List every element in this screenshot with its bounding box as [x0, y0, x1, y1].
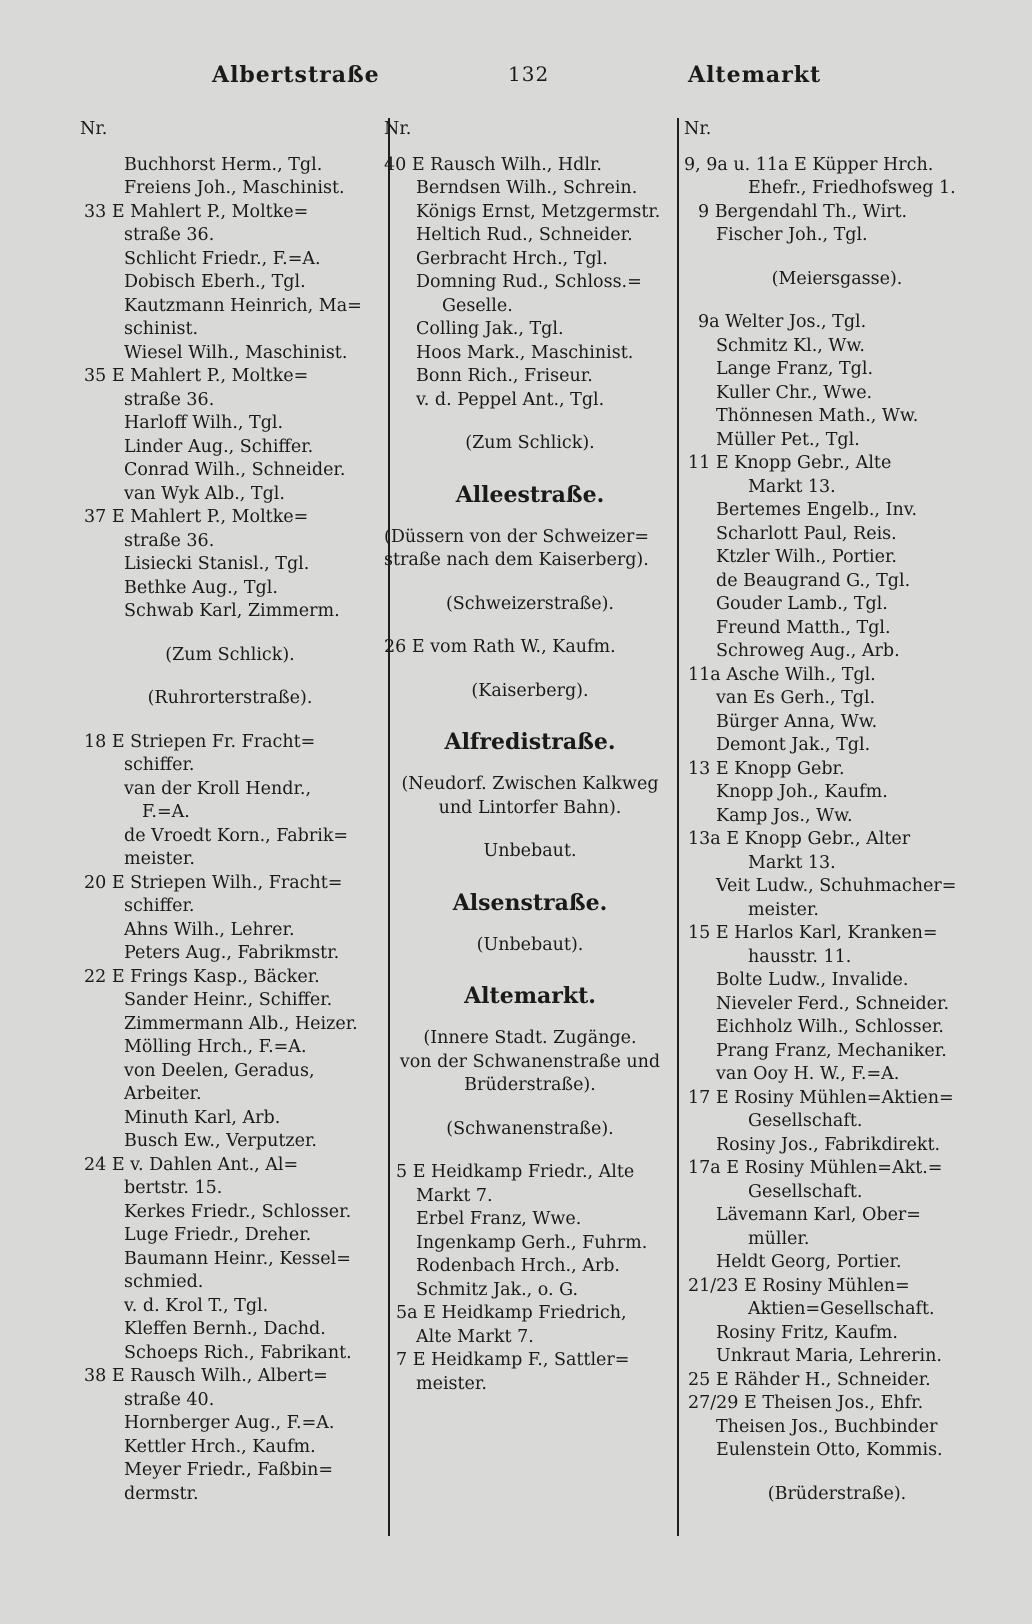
- list-item: 18 E Striepen Fr. Fracht=: [84, 731, 316, 752]
- list-item: Knopp Joh., Kaufm.: [716, 782, 888, 802]
- list-item: 5 E Heidkamp Friedr., Alte: [396, 1162, 635, 1182]
- street-section: (Brüderstraße).: [767, 1483, 907, 1504]
- list-item: Unkraut Maria, Lehrerin.: [716, 1346, 942, 1366]
- page-header: [0, 62, 1032, 102]
- list-item: 27/29 E Theisen Jos., Ehfr.: [688, 1393, 924, 1413]
- list-item: Peters Aug., Fabrikmstr.: [124, 943, 340, 963]
- street-section: (Zum Schlick).: [165, 644, 295, 665]
- list-item: 40 E Rausch Wilh., Hdlr.: [384, 154, 602, 175]
- column-1: [80, 118, 380, 1506]
- list-item: Arbeiter.: [124, 1084, 202, 1104]
- list-item: schmied.: [124, 1272, 204, 1292]
- list-item: von Deelen, Geradus,: [124, 1060, 315, 1081]
- list-item: Freiens Joh., Maschinist.: [124, 178, 345, 198]
- list-item: 17 E Rosiny Mühlen=Aktien=: [688, 1087, 954, 1108]
- list-item: Ehefr., Friedhofsweg 1.: [748, 178, 956, 198]
- list-item: Rosiny Fritz, Kaufm.: [716, 1322, 898, 1343]
- street-description: und Lintorfer Bahn).: [438, 797, 622, 818]
- list-item: 13a E Knopp Gebr., Alter: [688, 829, 911, 849]
- list-item: meister.: [416, 1373, 487, 1394]
- list-item: Hoos Mark., Maschinist.: [416, 342, 634, 363]
- list-item: Ahns Wilh., Lehrer.: [124, 919, 295, 940]
- street-note: (Unbebaut).: [476, 934, 584, 955]
- list-item: Rodenbach Hrch., Arb.: [416, 1256, 620, 1276]
- list-item: Bertemes Engelb., Inv.: [716, 500, 918, 520]
- list-item: Kautzmann Heinrich, Ma=: [124, 295, 362, 316]
- list-item: de Vroedt Korn., Fabrik=: [124, 825, 349, 846]
- list-item: Hornberger Aug., F.=A.: [124, 1413, 335, 1433]
- list-item: van der Kroll Hendr.,: [124, 778, 312, 799]
- list-item: 9a Welter Jos., Tgl.: [698, 312, 867, 332]
- list-item: de Beaugrand G., Tgl.: [716, 570, 911, 591]
- list-item: Sander Heinr., Schiffer.: [124, 990, 333, 1010]
- list-item: straße 40.: [124, 1389, 215, 1410]
- list-item: v. d. Peppel Ant., Tgl.: [416, 389, 605, 410]
- list-item: Gouder Lamb., Tgl.: [716, 594, 888, 614]
- street-section: (Kaiserberg).: [471, 680, 589, 701]
- list-item: van Es Gerh., Tgl.: [716, 688, 876, 708]
- list-item: Müller Pet., Tgl.: [716, 429, 860, 450]
- list-item: Lävemann Karl, Ober=: [716, 1205, 921, 1225]
- list-item: Erbel Franz, Wwe.: [416, 1209, 582, 1229]
- list-item: Berndsen Wilh., Schrein.: [416, 178, 638, 198]
- column-divider: [677, 118, 679, 1536]
- street-description: (Neudorf. Zwischen Kalkweg: [401, 774, 659, 794]
- list-item: 17a E Rosiny Mühlen=Akt.=: [688, 1158, 943, 1178]
- list-item: Lange Franz, Tgl.: [716, 359, 874, 379]
- list-item: Kettler Hrch., Kaufm.: [124, 1436, 316, 1457]
- column-label: Nr.: [384, 119, 412, 139]
- list-item: Thönnesen Math., Ww.: [716, 406, 919, 426]
- list-item: Kamp Jos., Ww.: [716, 805, 853, 826]
- list-item: straße 36.: [124, 225, 215, 245]
- street-section: (Schwanenstraße).: [446, 1118, 614, 1139]
- street-description: (Düssern von der Schweizer=: [384, 526, 649, 547]
- list-item: Schmitz Kl., Ww.: [716, 335, 865, 356]
- list-item: F.=A.: [142, 802, 190, 822]
- list-item: Schlicht Friedr., F.=A.: [124, 248, 321, 269]
- list-item: 24 E v. Dahlen Ant., Al=: [84, 1154, 299, 1175]
- list-item: Geselle.: [442, 295, 513, 316]
- list-item: Minuth Karl, Arb.: [124, 1107, 281, 1128]
- list-item: 11a Asche Wilh., Tgl.: [688, 664, 876, 685]
- list-item: Wiesel Wilh., Maschinist.: [124, 342, 348, 363]
- list-item: Lisiecki Stanisl., Tgl.: [124, 554, 310, 574]
- list-item: Bethke Aug., Tgl.: [124, 577, 278, 598]
- list-item: Freund Matth., Tgl.: [716, 617, 891, 638]
- list-item: Ingenkamp Gerh., Fuhrm.: [416, 1232, 648, 1253]
- street-description: (Innere Stadt. Zugänge.: [423, 1028, 637, 1048]
- list-item: Demont Jak., Tgl.: [716, 735, 871, 755]
- list-item: Eulenstein Otto, Kommis.: [716, 1440, 943, 1460]
- list-item: Markt 13.: [748, 852, 836, 873]
- list-item: 38 E Rausch Wilh., Albert=: [84, 1366, 328, 1386]
- list-item: Königs Ernst, Metzgermstr.: [416, 201, 661, 222]
- list-item: 11 E Knopp Gebr., Alte: [688, 453, 892, 473]
- street-description: von der Schwanenstraße und: [399, 1051, 661, 1072]
- list-item: Heltich Rud., Schneider.: [416, 225, 633, 245]
- column-label: Nr.: [80, 119, 108, 139]
- list-item: 5a E Heidkamp Friedrich,: [396, 1303, 627, 1323]
- list-item: Schoeps Rich., Fabrikant.: [124, 1342, 352, 1363]
- list-item: Colling Jak., Tgl.: [416, 319, 564, 339]
- list-item: Rosiny Jos., Fabrikdirekt.: [716, 1134, 941, 1155]
- list-item: hausstr. 11.: [748, 946, 852, 967]
- street-section: (Ruhrorterstraße).: [147, 688, 313, 708]
- list-item: 9, 9a u. 11a E Küpper Hrch.: [684, 154, 934, 175]
- list-item: Theisen Jos., Buchbinder: [716, 1416, 938, 1437]
- street-section: (Meiersgasse).: [771, 268, 903, 289]
- list-item: straße 36.: [124, 389, 215, 410]
- list-item: Bürger Anna, Ww.: [716, 711, 878, 732]
- list-item: van Wyk Alb., Tgl.: [124, 483, 285, 504]
- list-item: Bolte Ludw., Invalide.: [716, 970, 909, 990]
- street-heading: Alleestraße.: [455, 481, 605, 508]
- list-item: 22 E Frings Kasp., Bäcker.: [84, 966, 320, 987]
- list-item: 13 E Knopp Gebr.: [688, 758, 845, 779]
- column-label: Nr.: [684, 119, 712, 139]
- list-item: Conrad Wilh., Schneider.: [124, 460, 346, 480]
- page-number: 132: [508, 62, 550, 86]
- list-item: Gesellschaft.: [748, 1111, 863, 1131]
- street-note: Unbebaut.: [483, 841, 577, 861]
- list-item: 21/23 E Rosiny Mühlen=: [688, 1275, 910, 1296]
- column-3: [684, 118, 990, 1506]
- list-item: Gerbracht Hrch., Tgl.: [416, 248, 608, 269]
- list-item: 25 E Rähder H., Schneider.: [688, 1369, 931, 1390]
- list-item: 7 E Heidkamp F., Sattler=: [396, 1350, 630, 1370]
- list-item: 20 E Striepen Wilh., Fracht=: [84, 872, 343, 893]
- list-item: Prang Franz, Mechaniker.: [716, 1040, 947, 1061]
- list-item: dermstr.: [124, 1483, 199, 1504]
- list-item: Dobisch Eberh., Tgl.: [124, 272, 306, 292]
- street-description: Brüderstraße).: [464, 1075, 596, 1095]
- list-item: schiffer.: [124, 896, 195, 916]
- street-heading: Altemarkt.: [464, 983, 596, 1009]
- list-item: Markt 13.: [748, 476, 836, 497]
- list-item: Buchhorst Herm., Tgl.: [124, 154, 323, 175]
- list-item: meister.: [124, 849, 195, 869]
- list-item: Veit Ludw., Schuhmacher=: [716, 876, 957, 896]
- list-item: Kleffen Bernh., Dachd.: [124, 1319, 326, 1339]
- list-item: Gesellschaft.: [748, 1181, 863, 1202]
- list-item: Nieveler Ferd., Schneider.: [716, 993, 950, 1014]
- list-item: meister.: [748, 899, 819, 920]
- list-item: Kerkes Friedr., Schlosser.: [124, 1201, 352, 1222]
- list-item: Domning Rud., Schloss.=: [416, 272, 642, 292]
- list-item: müller.: [748, 1228, 810, 1249]
- running-head-left: Albertstraße: [212, 62, 380, 88]
- list-item: Schroweg Aug., Arb.: [716, 641, 900, 661]
- list-item: Aktien=Gesellschaft.: [748, 1299, 935, 1319]
- list-item: Fischer Joh., Tgl.: [716, 225, 868, 245]
- list-item: bertstr. 15.: [124, 1178, 223, 1198]
- list-item: Zimmermann Alb., Heizer.: [124, 1013, 358, 1034]
- list-item: 15 E Harlos Karl, Kranken=: [688, 923, 938, 943]
- list-item: Linder Aug., Schiffer.: [124, 436, 314, 457]
- list-item: Scharlott Paul, Reis.: [716, 523, 897, 544]
- list-item: Eichholz Wilh., Schlosser.: [716, 1017, 944, 1037]
- list-item: 33 E Mahlert P., Moltke=: [84, 201, 309, 222]
- list-item: Busch Ew., Verputzer.: [124, 1131, 317, 1151]
- list-item: Bonn Rich., Friseur.: [416, 366, 593, 386]
- list-item: van Ooy H. W., F.=A.: [716, 1064, 900, 1084]
- list-item: Meyer Friedr., Faßbin=: [124, 1460, 334, 1480]
- list-item: Kuller Chr., Wwe.: [716, 382, 873, 403]
- list-item: Ktzler Wilh., Portier.: [716, 547, 897, 567]
- list-item: schinist.: [124, 319, 199, 339]
- list-item: 26 E vom Rath W., Kaufm.: [384, 637, 616, 657]
- street-heading: Alfredistraße.: [444, 729, 616, 755]
- list-item: straße 36.: [124, 530, 215, 551]
- running-head-right: Altemarkt: [688, 62, 822, 88]
- list-item: Alte Markt 7.: [416, 1326, 534, 1347]
- list-item: Heldt Georg, Portier.: [716, 1252, 902, 1272]
- street-description: straße nach dem Kaiserberg).: [384, 550, 649, 570]
- list-item: Markt 7.: [416, 1185, 493, 1206]
- column-2: [384, 118, 676, 1396]
- list-item: Schmitz Jak., o. G.: [416, 1279, 579, 1300]
- list-item: Baumann Heinr., Kessel=: [124, 1248, 351, 1269]
- street-section: (Schweizerstraße).: [445, 593, 614, 614]
- list-item: v. d. Krol T., Tgl.: [124, 1295, 269, 1316]
- list-item: schiffer.: [124, 755, 195, 775]
- list-item: 9 Bergendahl Th., Wirt.: [698, 201, 908, 222]
- list-item: Mölling Hrch., F.=A.: [124, 1037, 307, 1057]
- street-heading: Alsenstraße.: [452, 889, 608, 916]
- list-item: 35 E Mahlert P., Moltke=: [84, 366, 309, 386]
- street-section: (Zum Schlick).: [465, 433, 595, 453]
- list-item: 37 E Mahlert P., Moltke=: [84, 507, 309, 527]
- list-item: Schwab Karl, Zimmerm.: [124, 601, 340, 621]
- list-item: Harloff Wilh., Tgl.: [124, 413, 284, 433]
- list-item: Luge Friedr., Dreher.: [124, 1225, 312, 1245]
